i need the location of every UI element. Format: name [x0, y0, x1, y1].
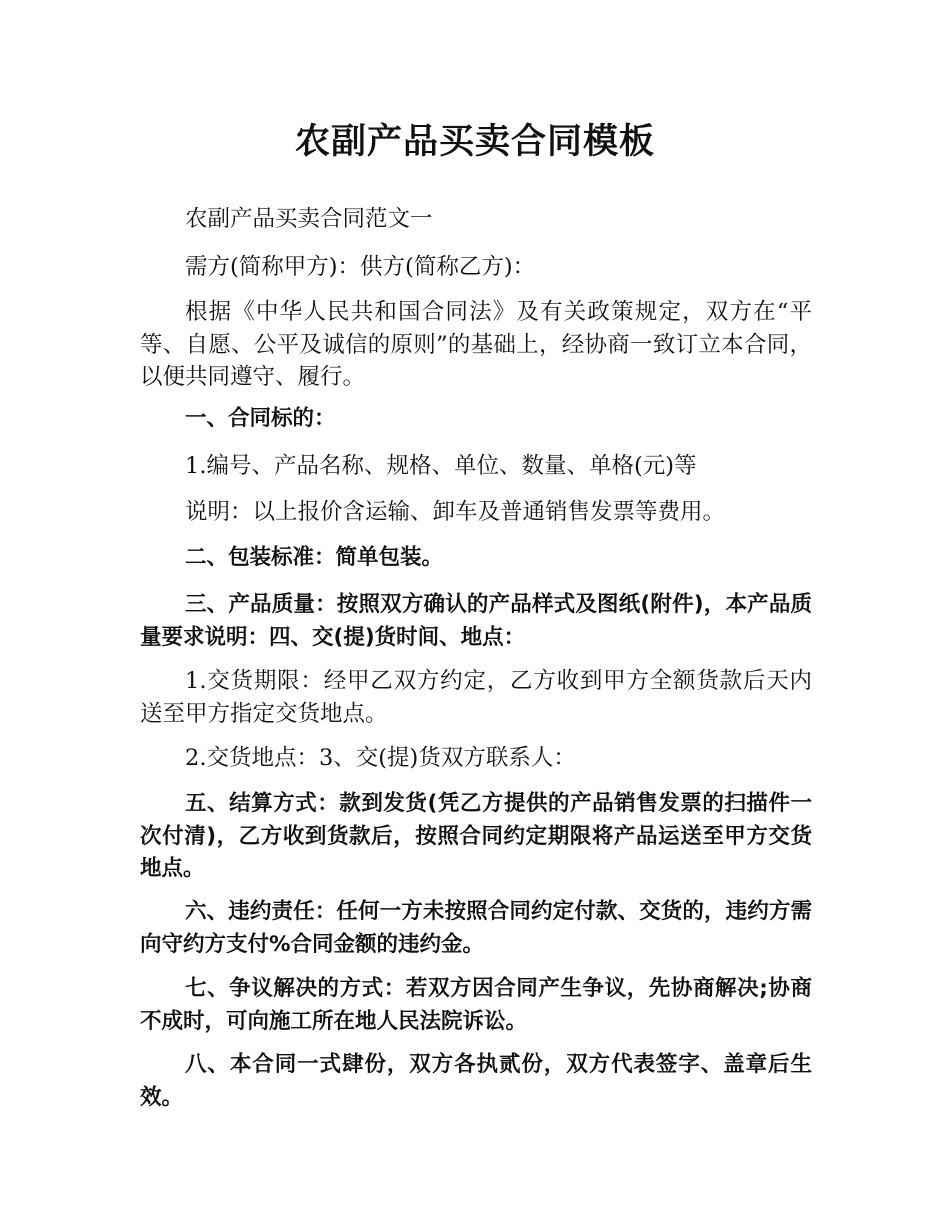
paragraph-parties: 需方(简称甲方)：供方(简称乙方)：	[185, 254, 536, 280]
section-heading-2: 二、包装标准：简单包装。	[185, 545, 444, 570]
paragraph-note: 说明：以上报价含运输、卸车及普通销售发票等费用。	[185, 499, 726, 525]
paragraph-delivery-term: 1.交货期限：经甲乙双方约定，乙方收到甲方全额货款后天内送至甲方指定交货地点。	[140, 668, 812, 727]
paragraph-subtitle: 农副产品买卖合同范文一	[185, 206, 433, 232]
section-heading-8: 八、本合同一式肆份，双方各执贰份，双方代表签字、盖章后生效。	[140, 1052, 812, 1110]
paragraph-item-1: 1.编号、产品名称、规格、单位、数量、单格(元)等	[185, 453, 697, 479]
paragraph-delivery-place: 2.交货地点：3、交(提)货双方联系人：	[185, 745, 576, 771]
section-heading-3: 三、产品质量：按照双方确认的产品样式及图纸(附件)，本产品质量要求说明：四、交(提)货时间、地点：	[140, 592, 812, 650]
section-heading-5: 五、结算方式：款到发货(凭乙方提供的产品销售发票的扫描件一次付清)，乙方收到货款后，按照合同约定期限将产品运送至甲方交货地点。	[140, 791, 812, 881]
paragraph-preamble: 根据《中华人民共和国合同法》及有关政策规定，双方在“平等、自愿、公平及诚信的原则”的基础上，经协商一致订立本合同，以便共同遵守、履行。	[140, 299, 812, 390]
section-heading-6: 六、违约责任：任何一方未按照合同约定付款、交货的，违约方需向守约方支付%合同金额的违约金。	[140, 899, 812, 957]
section-heading-7: 七、争议解决的方式：若双方因合同产生争议，先协商解决;协商不成时，可向施工所在地人民法院诉讼。	[140, 976, 812, 1034]
page-title: 农副产品买卖合同模板	[294, 122, 655, 162]
section-heading-1: 一、合同标的：	[185, 406, 336, 431]
